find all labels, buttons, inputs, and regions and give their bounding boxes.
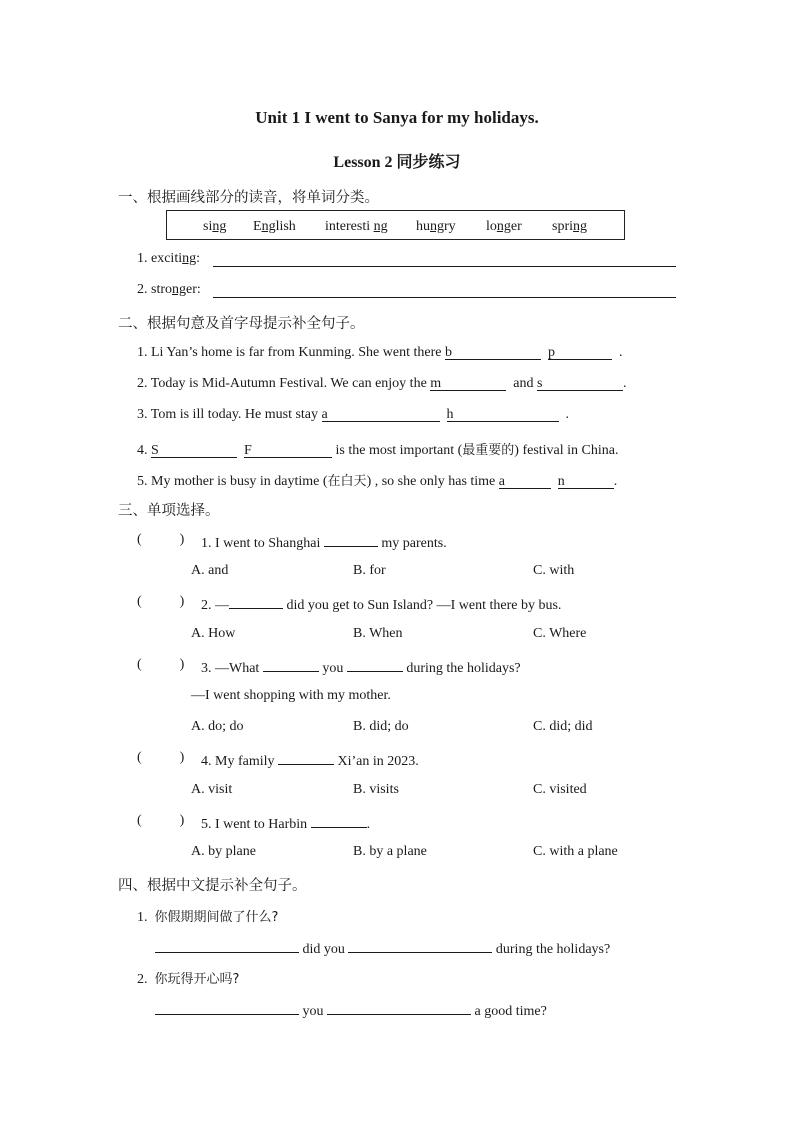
option-b[interactable]: B. for xyxy=(353,563,386,578)
option-a[interactable]: A. and xyxy=(191,563,229,578)
blank[interactable] xyxy=(347,657,403,672)
word-item: hungry xyxy=(416,219,456,234)
answer-paren[interactable]: ( ) xyxy=(137,750,185,765)
option-c[interactable]: C. with xyxy=(533,563,575,578)
s2-sentence-3: 3. Tom is ill today. He must stay a h . xyxy=(137,407,570,422)
blank-s[interactable]: s xyxy=(537,376,623,391)
blank[interactable] xyxy=(348,938,492,953)
mc-question-4: 4. My family Xi’an in 2023. xyxy=(201,750,419,770)
option-c[interactable]: C. did; did xyxy=(533,719,593,734)
option-a[interactable]: A. visit xyxy=(191,782,233,797)
word-item: longer xyxy=(486,219,522,234)
section3-heading: 三、单项选择。 xyxy=(118,503,220,519)
s2-sentence-4: 4. S F is the most important (最重要的) festival in China. xyxy=(137,443,619,458)
s2-sentence-1: 1. Li Yan’s home is far from Kunming. She went there b p . xyxy=(137,345,623,360)
blank-p[interactable]: p xyxy=(548,345,612,360)
blank[interactable] xyxy=(278,750,334,765)
option-a[interactable]: A. do; do xyxy=(191,719,244,734)
blank[interactable] xyxy=(324,532,378,547)
option-b[interactable]: B. When xyxy=(353,626,403,641)
blank[interactable] xyxy=(229,594,283,609)
answer-paren[interactable]: ( ) xyxy=(137,813,185,828)
blank-F[interactable]: F xyxy=(244,443,332,458)
s4-q1-sentence: did you during the holidays? xyxy=(155,938,610,958)
answer-line[interactable] xyxy=(213,252,676,267)
blank[interactable] xyxy=(155,1000,299,1015)
s4-q2-prompt: 2. 你玩得开心吗? xyxy=(137,972,240,987)
word-item: English xyxy=(253,219,296,234)
option-b[interactable]: B. did; do xyxy=(353,719,409,734)
blank-m[interactable]: m xyxy=(430,376,506,391)
lesson-subtitle: Lesson 2 同步练习 xyxy=(333,154,461,171)
word-item: sing xyxy=(203,219,227,234)
s2-sentence-5: 5. My mother is busy in daytime (在白天) , so she only has time a n . xyxy=(137,474,618,489)
blank-S[interactable]: S xyxy=(151,443,237,458)
word-box xyxy=(166,210,625,240)
mc-question-5: 5. I went to Harbin . xyxy=(201,813,370,833)
blank[interactable] xyxy=(327,1000,471,1015)
word-item: spring xyxy=(552,219,587,234)
option-a[interactable]: A. by plane xyxy=(191,844,256,859)
mc-question-3-reply: —I went shopping with my mother. xyxy=(191,688,391,703)
s2-sentence-2: 2. Today is Mid-Autumn Festival. We can enjoy the m and s . xyxy=(137,376,627,391)
option-a[interactable]: A. How xyxy=(191,626,236,641)
answer-paren[interactable]: ( ) xyxy=(137,532,185,547)
mc-question-3: 3. —What you during the holidays? xyxy=(201,657,521,677)
option-b[interactable]: B. visits xyxy=(353,782,399,797)
answer-paren[interactable]: ( ) xyxy=(137,594,185,609)
blank-a2[interactable]: a xyxy=(499,474,551,489)
option-c[interactable]: C. Where xyxy=(533,626,587,641)
mc-question-2: 2. — did you get to Sun Island? —I went there by bus. xyxy=(201,594,561,614)
page-title: Unit 1 I went to Sanya for my holidays. xyxy=(255,108,539,127)
option-c[interactable]: C. with a plane xyxy=(533,844,618,859)
option-b[interactable]: B. by a plane xyxy=(353,844,427,859)
section4-heading: 四、根据中文提示补全句子。 xyxy=(118,878,307,894)
blank-n[interactable]: n xyxy=(558,474,614,489)
blank-b[interactable]: b xyxy=(445,345,541,360)
blank[interactable] xyxy=(155,938,299,953)
section1-heading: 一、根据画线部分的读音，将单词分类。 xyxy=(118,190,379,206)
blank-h[interactable]: h xyxy=(447,407,559,422)
answer-line[interactable] xyxy=(213,283,676,298)
s1-q2: 2. stronger: xyxy=(137,282,201,297)
section2-heading: 二、根据句意及首字母提示补全句子。 xyxy=(118,316,365,332)
s1-q1: 1. exciting: xyxy=(137,251,200,266)
s4-q1-prompt: 1. 你假期期间做了什么? xyxy=(137,910,279,925)
option-c[interactable]: C. visited xyxy=(533,782,587,797)
answer-paren[interactable]: ( ) xyxy=(137,657,185,672)
s4-q2-sentence: you a good time? xyxy=(155,1000,547,1020)
blank-a[interactable]: a xyxy=(322,407,440,422)
blank[interactable] xyxy=(263,657,319,672)
word-item: interesti ng xyxy=(325,219,388,234)
blank[interactable] xyxy=(311,813,367,828)
mc-question-1: 1. I went to Shanghai my parents. xyxy=(201,532,447,552)
